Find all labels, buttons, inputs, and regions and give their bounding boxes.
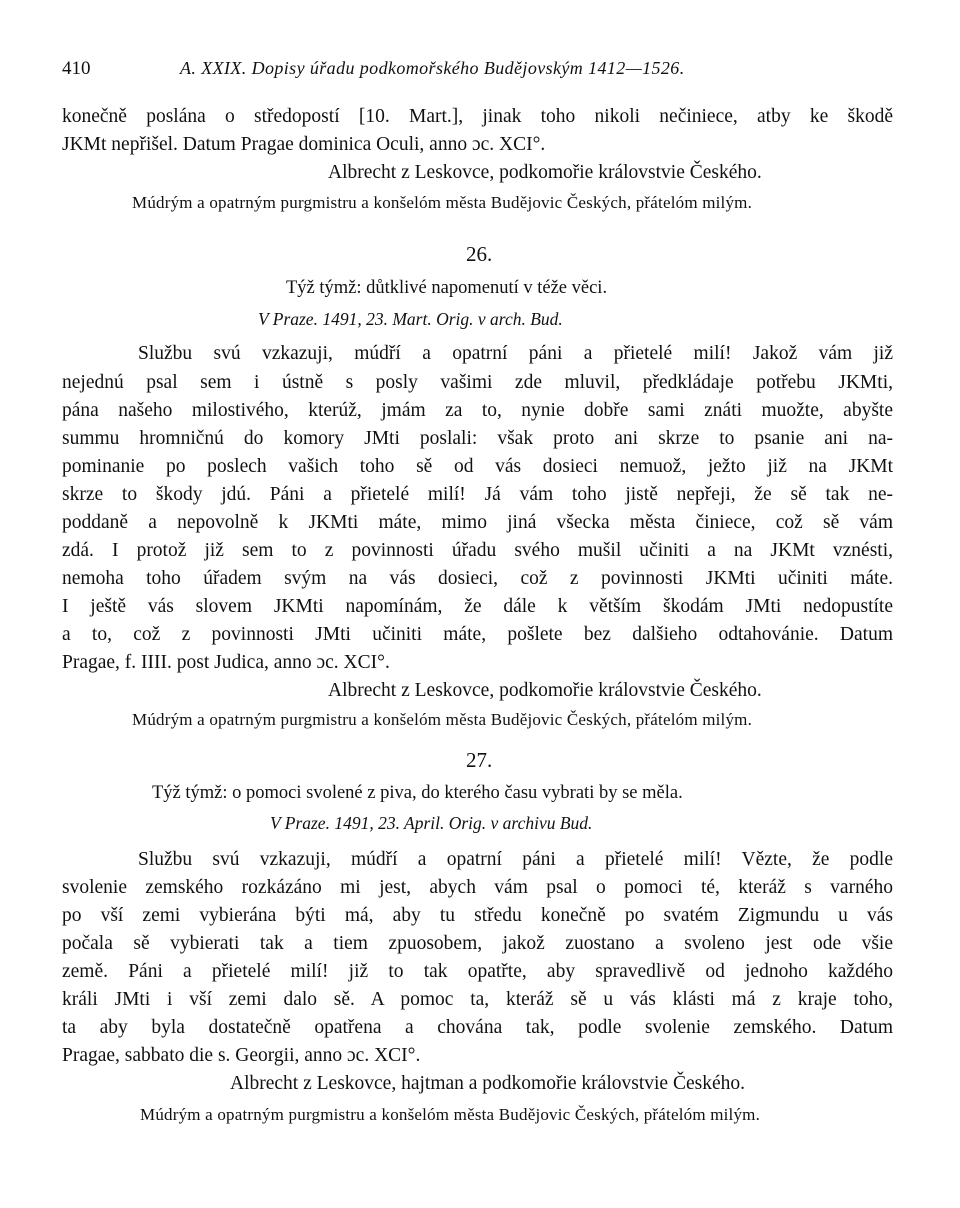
text-line: nejednú psal sem i ústně s posly vašimi zde mluvil, předkládaje potřebu JKMti,: [62, 372, 893, 393]
text-line: svolenie zemského rozkázáno mi jest, abych vám psal o pomoci té, kteráž s varného: [62, 877, 893, 898]
text-line: JKMt nepřišel. Datum Pragae dominica Oculi, anno ɔc. XCI°.: [62, 134, 546, 155]
text-line: pána našeho milostivého, kterúž, jmám za to, nynie dobře sami znáti muožte, abyšte: [62, 400, 893, 421]
signature: Albrecht z Leskovce, podkomořie královstvie Českého.: [328, 162, 762, 183]
letter-summary: Týž týmž: o pomoci svolené z piva, do kterého času vybrati by se měla.: [152, 783, 683, 803]
text-line: I ještě vás slovem JKMti napomínám, že dále k větším škodám JMti nedopustíte: [62, 596, 893, 617]
page-header: [62, 58, 898, 88]
address: Múdrým a opatrným purgmistru a konšelóm města Budějovic Českých, přátelóm milým.: [140, 1105, 761, 1124]
signature: Albrecht z Leskovce, hajtman a podkomořie královstvie Českého.: [230, 1073, 745, 1094]
text-line: Službu svú vzkazuji, múdří a opatrní páni a přietelé milí! Jakož vám již: [138, 343, 893, 364]
text-line: poddaně a nepovolně k JKMti máte, mimo jiná všecka města činiece, což sě vám: [62, 512, 893, 533]
text-line: králi JMti i vší zemi dalo sě. A pomoc ta, kteráž sě u vás klásti má z kraje toho,: [62, 989, 893, 1010]
letter-dateline: V Praze. 1491, 23. Mart. Orig. v arch. Bud.: [258, 309, 563, 329]
letter-dateline: V Praze. 1491, 23. April. Orig. v archivu Bud.: [270, 813, 593, 833]
text-line: ta aby byla dostatečně opatřena a chována tak, podle svolenie zemského. Datum: [62, 1017, 893, 1038]
letter-summary: Týž týmž: důtklivé napomenutí v téže věci.: [286, 278, 608, 298]
letter-number: 26.: [466, 242, 493, 266]
address: Múdrým a opatrným purgmistru a konšelóm města Budějovic Českých, přátelóm milým.: [132, 710, 753, 729]
text-line: zdá. I protož již sem to z povinnosti úřadu svého mušil učiniti a na JKMt vznésti,: [62, 540, 893, 561]
running-title: A. XXIX. Dopisy úřadu podkomořského Budějovským 1412—1526.: [180, 58, 685, 78]
text-line: a to, což z povinnosti JMti učiniti máte, pošlete bez dalšieho odtahovánie. Datum: [62, 624, 893, 645]
text-line: konečně poslána o středopostí [10. Mart.], jinak toho nikoli nečiniece, atby ke škodě: [62, 106, 893, 127]
text-line: nemoha toho úřadem svým na vás dosieci, což z povinnosti JKMti učiniti máte.: [62, 568, 893, 589]
text-line: země. Páni a přietelé milí! již to tak opatřte, aby spravedlivě od jednoho každého: [62, 961, 893, 982]
text-line: Pragae, f. IIII. post Judica, anno ɔc. XCI°.: [62, 652, 390, 673]
text-line: počala sě vybierati tak a tiem zpuosobem, jakož zuostano a svoleno jest ode všie: [62, 933, 893, 954]
address: Múdrým a opatrným purgmistru a konšelóm města Budějovic Českých, přátelóm milým.: [132, 193, 753, 212]
text-line: skrze to škody jdú. Páni a přietelé milí! Já vám toho jistě nepřeji, že sě tak ne-: [62, 484, 893, 505]
letter-number: 27.: [466, 748, 493, 772]
text-line: po vší zemi vybierána býti má, aby tu středu konečně po svatém Zigmundu u vás: [62, 905, 893, 926]
page-number: 410: [62, 58, 91, 79]
text-line: Pragae, sabbato die s. Georgii, anno ɔc. XCI°.: [62, 1045, 421, 1066]
signature: Albrecht z Leskovce, podkomořie královstvie Českého.: [328, 680, 762, 701]
text-line: Službu svú vzkazuji, múdří a opatrní páni a přietelé milí! Vězte, že podle: [138, 849, 893, 870]
text-line: pominanie po poslech vašich toho sě od vás dosieci nemuož, ježto již na JKMt: [62, 456, 893, 477]
text-line: summu hromničnú do komory JMti poslali: však proto ani skrze to psanie ani na-: [62, 428, 893, 449]
